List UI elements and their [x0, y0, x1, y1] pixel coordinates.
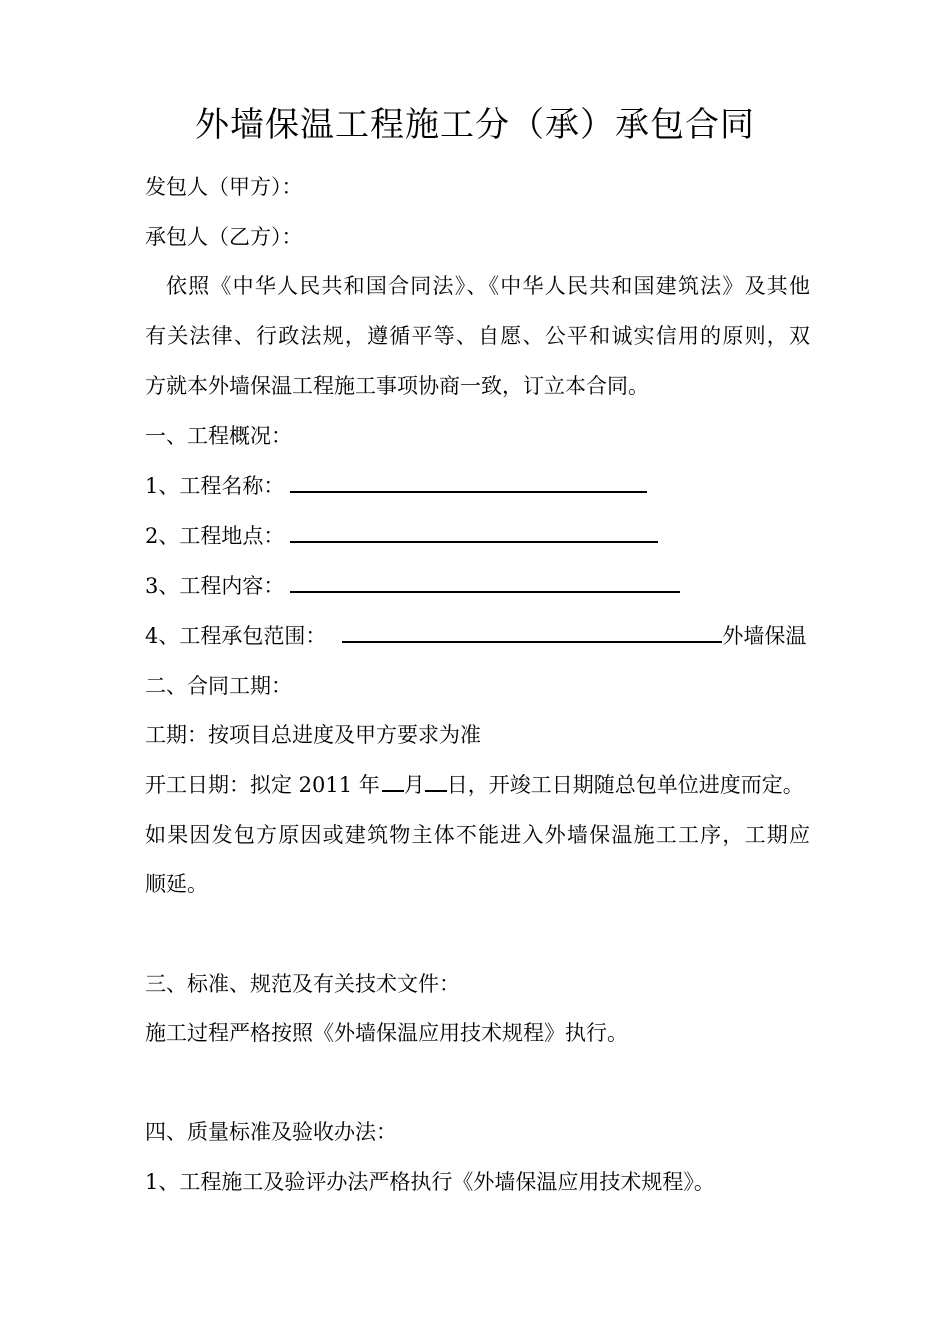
delay-clause-line-1: 如果因发包方原因或建筑物主体不能进入外墙保温施工工序，工期应	[145, 823, 810, 847]
contract-title: 外墙保温工程施工分（承）承包合同	[195, 105, 755, 145]
preamble-line-2: 有关法律、行政法规，遵循平等、自愿、公平和诚实信用的原则，双	[145, 324, 810, 348]
section4-heading: 四、质量标准及验收办法：	[145, 1120, 397, 1144]
project-scope-blank	[342, 621, 722, 643]
project-content-blank	[290, 571, 680, 593]
project-name-label: 1、工程名称：	[145, 474, 285, 498]
start-date-row	[145, 770, 810, 800]
section3-text: 施工过程严格按照《外墙保温应用技术规程》执行。	[145, 1021, 628, 1045]
delay-clause-line-2: 顺延。	[145, 872, 208, 896]
start-day-blank	[425, 770, 447, 792]
project-scope-label: 4、工程承包范围：	[145, 624, 327, 648]
employer-label: 发包人（甲方）：	[145, 175, 303, 199]
start-date-prefix: 开工日期：拟定 2011 年	[145, 773, 380, 797]
preamble-line-1: 依照《中华人民共和国合同法》、《中华人民共和国建筑法》及其他	[166, 274, 810, 298]
project-location-label: 2、工程地点：	[145, 524, 285, 548]
section4-item-1: 1、工程施工及验评办法严格执行《外墙保温应用技术规程》。	[145, 1170, 715, 1194]
project-content-row	[145, 571, 810, 601]
start-month-label: 月	[403, 773, 425, 797]
project-scope-suffix: 外墙保温	[722, 624, 807, 648]
project-location-blank	[290, 521, 658, 543]
project-location-row	[145, 521, 810, 551]
preamble-line-3: 方就本外墙保温工程施工事项协商一致，订立本合同。	[145, 374, 649, 398]
construction-period: 工期：按项目总进度及甲方要求为准	[145, 723, 481, 747]
contractor-label: 承包人（乙方）：	[145, 225, 303, 249]
section3-heading: 三、标准、规范及有关技术文件：	[145, 972, 460, 996]
project-content-label: 3、工程内容：	[145, 574, 285, 598]
start-date-suffix: 日，开竣工日期随总包单位进度而定。	[446, 773, 804, 797]
start-month-blank	[382, 770, 404, 792]
section2-heading: 二、合同工期：	[145, 674, 292, 698]
project-name-row	[145, 471, 810, 501]
project-scope-row	[145, 621, 810, 651]
project-name-blank	[290, 471, 647, 493]
section1-heading: 一、工程概况：	[145, 424, 292, 448]
